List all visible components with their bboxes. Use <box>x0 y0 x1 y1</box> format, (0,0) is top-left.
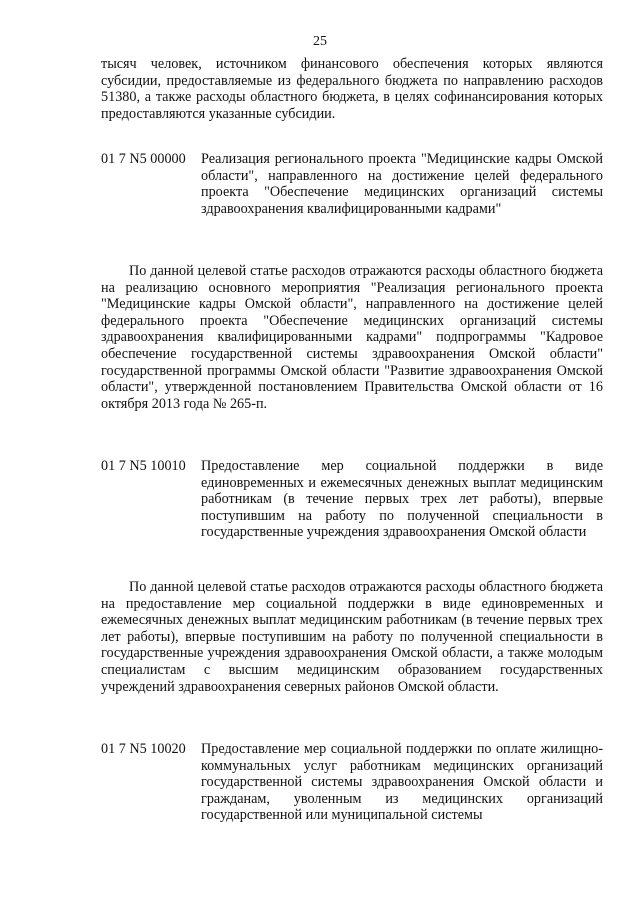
budget-code: 01 7 N5 10010 <box>101 458 186 474</box>
budget-entry-title: Предоставление мер социальной поддержки в виде единовременных и ежемесячных денежных выплат медицинским работникам (в течение первых трех лет работы), впервые поступившим на работу по полученной специальности в государственные учреждения здравоохранения Омской области <box>201 458 603 541</box>
paragraph-description: По данной целевой статье расходов отражаются расходы областного бюджета на предоставление мер социальной поддержки в виде единовременных и ежемесячных денежных выплат медицинским работникам (в течение первых трех лет работы), впервые поступившим на работу по полученной специальности в государственные учреждения здравоохранения Омской области, а также молодым специалистам с высшим медицинским образованием государственных учреждений здравоохранения северных районов Омской области. <box>101 579 603 695</box>
budget-code: 01 7 N5 00000 <box>101 151 186 167</box>
budget-entry-title: Предоставление мер социальной поддержки по оплате жилищно-коммунальных услуг работникам медицинских организаций государственной системы здравоохранения Омской области и гражданам, уволенным из медицинских организаций государственной или муниципальной системы <box>201 741 603 824</box>
paragraph-description: По данной целевой статье расходов отражаются расходы областного бюджета на реализацию основного мероприятия "Реализация регионального проекта "Медицинские кадры Омской области", направленного на достижение целей федерального проекта "Обеспечение медицинских организаций системы здравоохранения квалифицированными кадрами" подпрограммы "Кадровое обеспечение государственной системы здравоохранения Омской области" государственной программы Омской области "Развитие здравоохранения Омской области", утвержденной постановлением Правительства Омской области от 16 октября 2013 года № 265-п. <box>101 263 603 412</box>
paragraph-continuation: тысяч человек, источником финансового обеспечения которых являются субсидии, предоставляемые из федерального бюджета по направлению расходов 51380, а также расходы областного бюджета, в целях софинансирования которых предоставляются указанные субсидии. <box>101 56 603 122</box>
budget-entry-title: Реализация регионального проекта "Медицинские кадры Омской области", направленного на достижение целей федерального проекта "Обеспечение медицинских организаций системы здравоохранения квалифицированными кадрами" <box>201 151 603 217</box>
budget-code: 01 7 N5 10020 <box>101 741 186 757</box>
page-number: 25 <box>313 34 327 49</box>
